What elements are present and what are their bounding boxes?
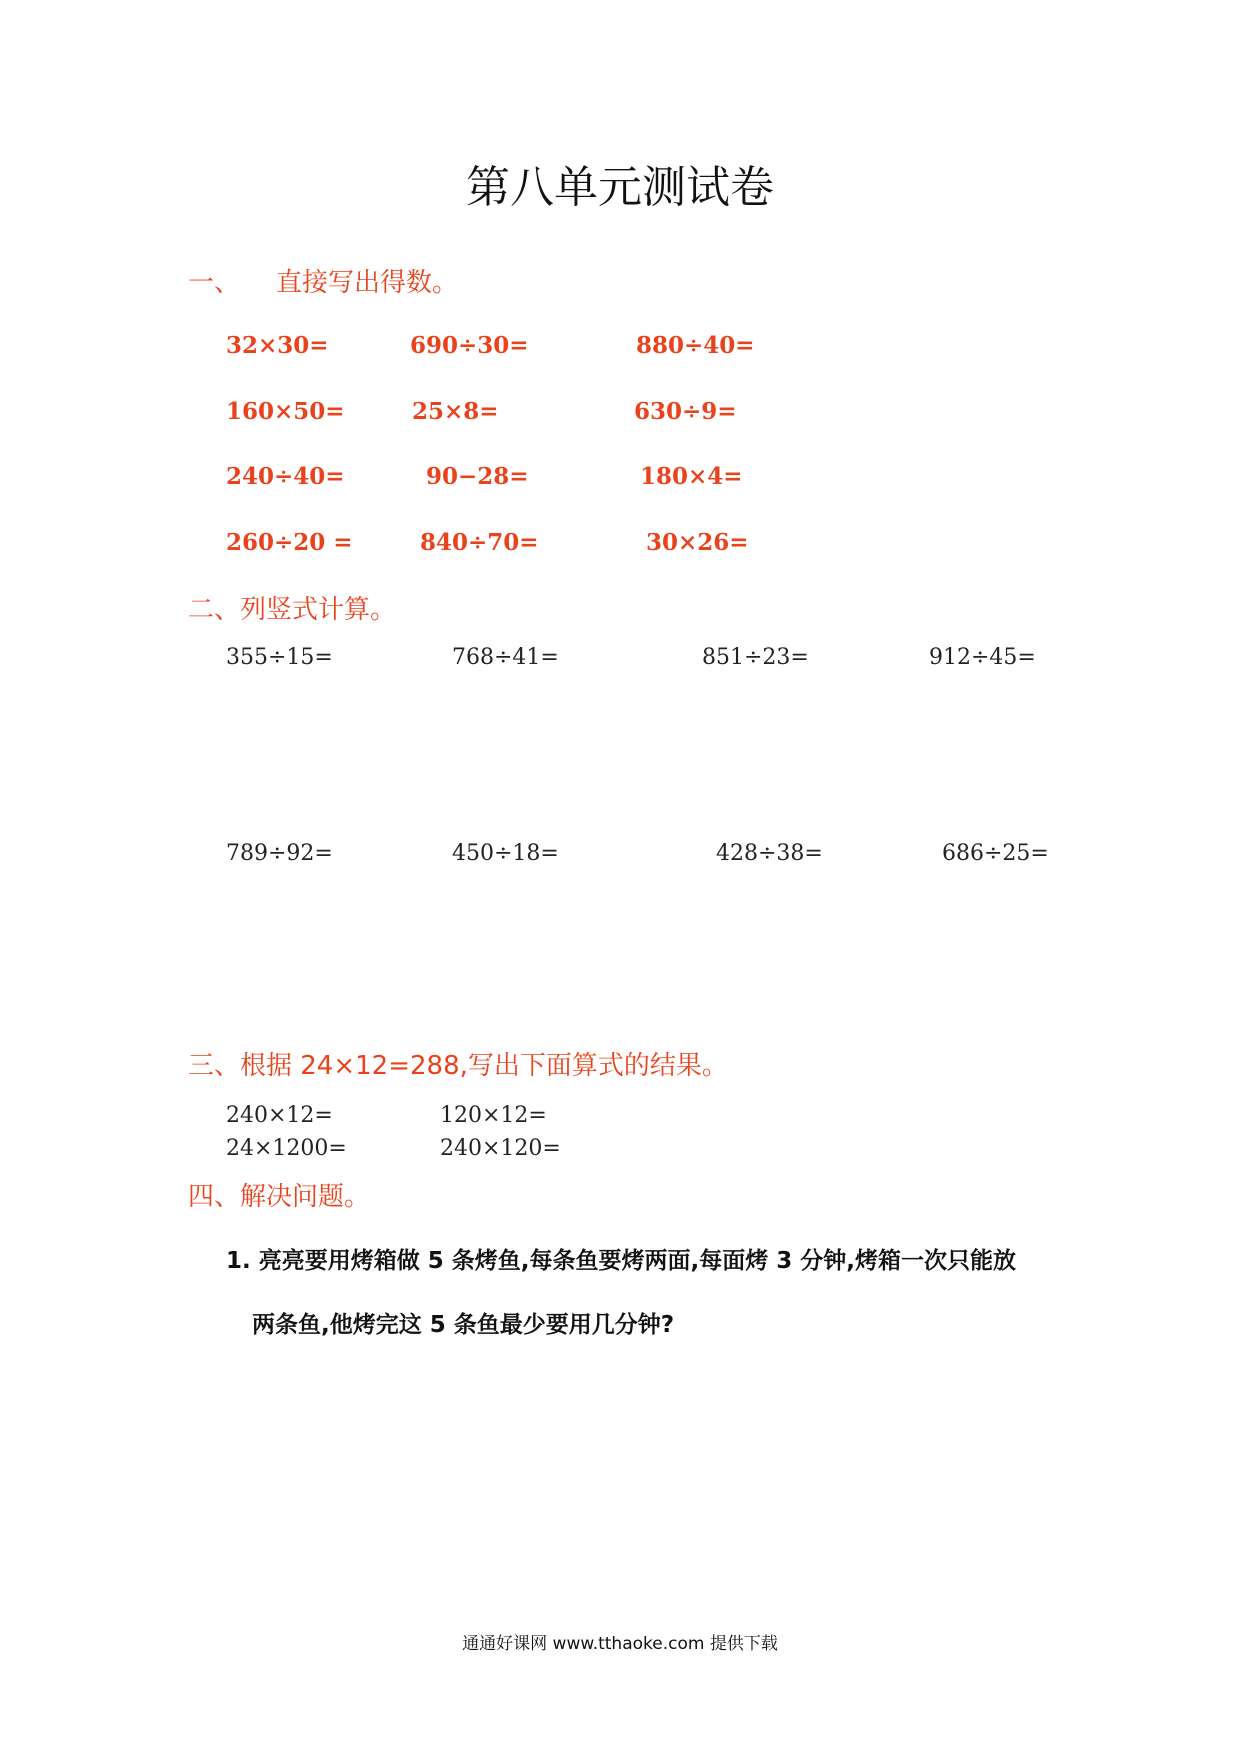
oral-equation: 690÷30= <box>410 332 529 359</box>
vertical-calc-equation: 912÷45= <box>929 645 1036 670</box>
vertical-calc-equation: 789÷92= <box>226 841 333 866</box>
derived-equation: 120×12= <box>440 1103 547 1128</box>
vertical-calc-equation: 686÷25= <box>942 841 1049 866</box>
word-problem-line-1: 1. 亮亮要用烤箱做 5 条烤鱼,每条鱼要烤两面,每面烤 3 分钟,烤箱一次只能放 <box>226 1248 1016 1274</box>
oral-equation: 630÷9= <box>634 398 737 425</box>
derived-equation: 24×1200= <box>226 1136 347 1161</box>
vertical-calc-equation: 355÷15= <box>226 645 333 670</box>
oral-equation: 30×26= <box>646 529 749 556</box>
section-3-heading: 三、根据 24×12=288,写出下面算式的结果。 <box>188 1051 728 1081</box>
vertical-calc-equation: 768÷41= <box>452 645 559 670</box>
section-2-heading: 二、列竖式计算。 <box>188 595 397 625</box>
oral-equation: 240÷40= <box>226 463 345 490</box>
oral-equation: 25×8= <box>412 398 499 425</box>
vertical-calc-equation: 851÷23= <box>702 645 809 670</box>
oral-equation: 180×4= <box>640 463 743 490</box>
vertical-calc-equation: 428÷38= <box>716 841 823 866</box>
oral-equation: 160×50= <box>226 398 345 425</box>
oral-equation: 32×30= <box>226 332 329 359</box>
oral-equation: 880÷40= <box>636 332 755 359</box>
section-4-heading: 四、解决问题。 <box>188 1182 371 1212</box>
page-footer: 通通好课网 www.tthaoke.com 提供下载 <box>462 1634 778 1654</box>
section-1-heading: 直接写出得数。 <box>276 268 459 298</box>
derived-equation: 240×12= <box>226 1103 333 1128</box>
derived-equation: 240×120= <box>440 1136 561 1161</box>
word-problem-line-2: 两条鱼,他烤完这 5 条鱼最少要用几分钟? <box>252 1312 675 1338</box>
section-1-number: 一、 <box>188 268 241 298</box>
oral-equation: 260÷20 = <box>226 529 353 556</box>
oral-equation: 90−28= <box>426 463 529 490</box>
page-title: 第八单元测试卷 <box>466 162 774 213</box>
oral-equation: 840÷70= <box>420 529 539 556</box>
vertical-calc-equation: 450÷18= <box>452 841 559 866</box>
